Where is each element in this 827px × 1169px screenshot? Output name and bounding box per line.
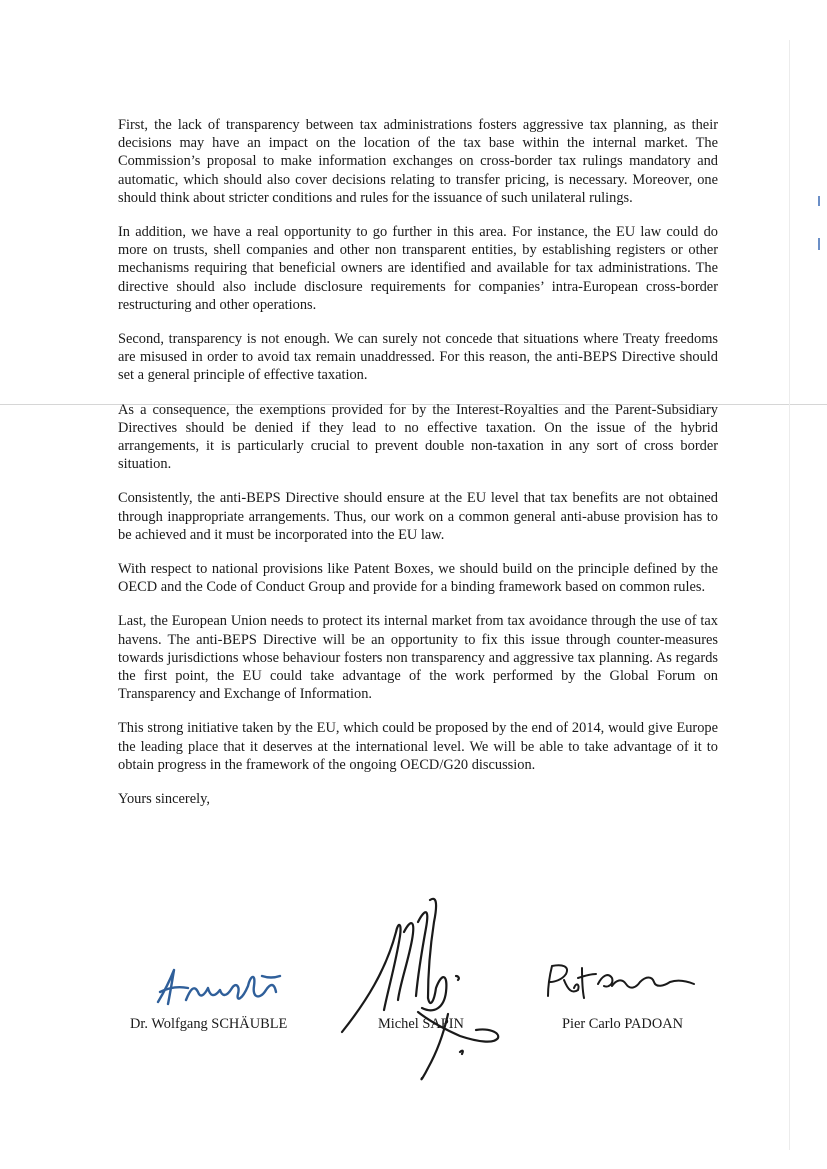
scan-edge-mark	[818, 238, 820, 250]
signatory-name-schauble: Dr. Wolfgang SCHÄUBLE	[130, 1016, 288, 1032]
signatory-name-sapin: Michel SAPIN	[378, 1016, 464, 1032]
handwritten-signature-sapin-icon	[338, 892, 510, 1088]
handwritten-signature-schauble-icon	[150, 962, 300, 1012]
closing-salutation: Yours sincerely,	[118, 791, 210, 808]
handwritten-signature-padoan-icon	[542, 960, 702, 1004]
paragraph-exemptions: As a consequence, the exemptions provided for by the Interest-Royalties and the Parent-Subsidiary Directives should be denied if they lead to no effective taxation. On the issue of the hybrid arrangements, it is particularly crucial to prevent double non-taxation in any sort of cross border situation.	[118, 401, 718, 473]
paragraph-tax-havens: Last, the European Union needs to protect its internal market from tax avoidance through the use of tax havens. The anti-BEPS Directive will be an opportunity to fix this issue through counter-measures towards jurisdictions whose behaviour fosters non transparency and aggressive tax planning. As regards the first point, the EU could take advantage of the work performed by the Global Forum on Transparency and Exchange of Information.	[118, 613, 718, 703]
paragraph-effective-taxation: Second, transparency is not enough. We can surely not concede that situations where Treaty freedoms are misused in order to avoid tax remain unaddressed. For this reason, the anti-BEPS Directive should set a general principle of effective taxation.	[118, 331, 718, 384]
paragraph-initiative: This strong initiative taken by the EU, which could be proposed by the end of 2014, would give Europe the leading place that it deserves at the international level. We will be able to take advantage of it to obtain progress in the framework of the ongoing OECD/G20 discussion.	[118, 720, 718, 773]
paragraph-transparency: First, the lack of transparency between tax administrations fosters aggressive tax planning, as their decisions may have an impact on the location of the tax base within the internal market. The Commission’s proposal to make information exchanges on cross-border tax rulings mandatory and automatic, which should also cover decisions relating to transfer pricing, is necessary. Moreover, one should think about stricter conditions and rules for the issuance of such unilateral rulings.	[118, 117, 718, 206]
paragraph-patent-boxes: With respect to national provisions like Patent Boxes, we should build on the principle defined by the OECD and the Code of Conduct Group and provide for a binding framework based on common rules.	[118, 561, 718, 596]
letter-body	[118, 116, 718, 824]
paragraph-anti-abuse: Consistently, the anti-BEPS Directive should ensure at the EU level that tax benefits are not obtained through inappropriate arrangements. Thus, our work on a common general anti-abuse provision has to be achieved and it must be incorporated into the EU law.	[118, 490, 718, 543]
signatory-name-padoan: Pier Carlo PADOAN	[562, 1016, 683, 1032]
paragraph-trusts-registers: In addition, we have a real opportunity to go further in this area. For instance, the EU law could do more on trusts, shell companies and other non transparent entities, by establishing registers or other mechanisms requiring that beneficial owners are identified and available for tax administrations. The directive should also include disclosure requirements for companies’ intra-European cross-border restructuring and other operations.	[118, 224, 718, 313]
scan-edge-line	[789, 40, 790, 1150]
scan-edge-mark	[818, 196, 820, 206]
